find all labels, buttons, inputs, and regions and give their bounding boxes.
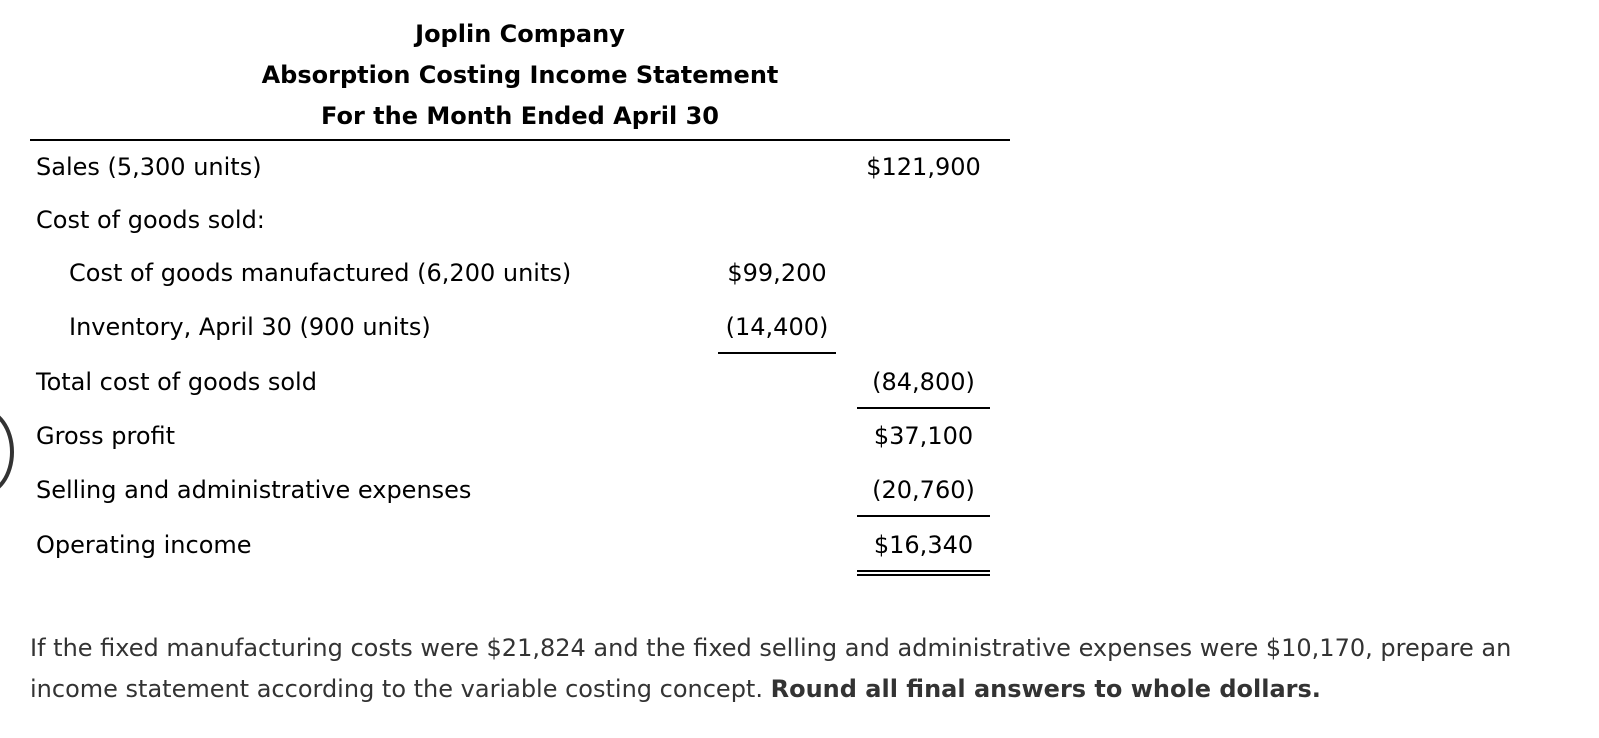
instructions-paragraph: [30, 628, 1570, 710]
subtotal-underline: [718, 352, 836, 354]
row-gross-profit: [0, 422, 1100, 452]
statement-title: Absorption Costing Income Statement: [261, 61, 779, 89]
header-rule: [30, 139, 1010, 141]
row-amount: $16,340: [873, 531, 974, 559]
row-cogs-heading: [0, 206, 1100, 236]
row-label: Operating income: [36, 531, 252, 559]
total-double-underline: [857, 570, 990, 576]
subtotal-underline: [857, 407, 990, 409]
row-amount: (20,760): [872, 476, 975, 504]
row-label: Total cost of goods sold: [36, 368, 317, 396]
row-label: Cost of goods sold:: [36, 206, 265, 234]
row-label: Selling and administrative expenses: [36, 476, 472, 504]
row-amount: $121,900: [866, 153, 981, 181]
instructions-bold-note: Round all final answers to whole dollars.: [770, 675, 1321, 703]
statement-header: [30, 14, 1010, 137]
company-name: Joplin Company: [415, 20, 625, 48]
row-sales: [0, 153, 1100, 183]
row-amount: $37,100: [873, 422, 974, 450]
row-subamount: (14,400): [725, 313, 829, 341]
row-label: Sales (5,300 units): [36, 153, 262, 181]
row-label: Cost of goods manufactured (6,200 units): [69, 259, 572, 287]
instructions-text: If the fixed manufacturing costs were $21,824 and the fixed selling and administrative expenses were $10,170, prepare an income statement according to the variable costing concept.: [30, 634, 1512, 703]
row-label: Gross profit: [36, 422, 176, 450]
row-amount: (84,800): [872, 368, 975, 396]
row-ending-inventory: [0, 313, 1100, 343]
row-selling-admin-expenses: [0, 476, 1100, 506]
row-subamount: $99,200: [727, 259, 827, 287]
row-cost-of-goods-manufactured: [0, 259, 1100, 289]
row-operating-income: [0, 531, 1100, 561]
statement-period: For the Month Ended April 30: [321, 102, 719, 130]
row-label: Inventory, April 30 (900 units): [69, 313, 431, 341]
row-total-cogs: [0, 368, 1100, 398]
subtotal-underline: [857, 515, 990, 517]
